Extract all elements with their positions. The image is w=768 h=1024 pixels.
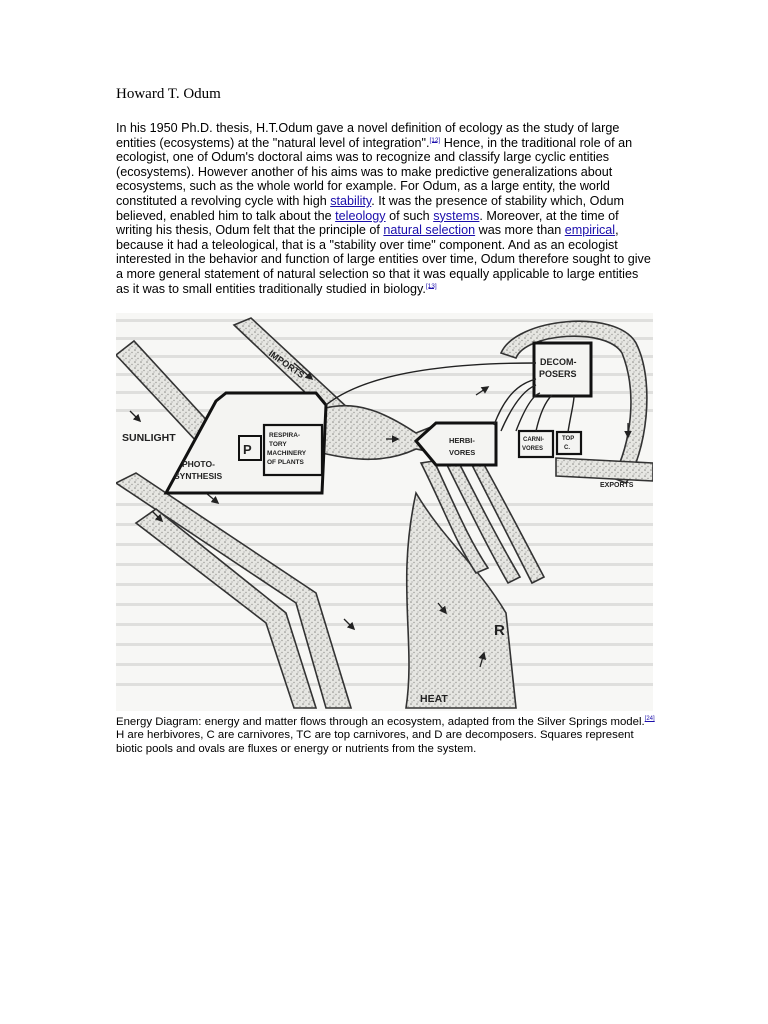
paragraph-text: . Moreover, at the time of writing his thesis, Odum felt that the principle of bbox=[116, 208, 619, 238]
reference-24[interactable] bbox=[645, 716, 655, 722]
exports-channel bbox=[556, 458, 653, 481]
carnivores-box bbox=[519, 431, 553, 457]
imports-label: IMPORTS bbox=[266, 348, 307, 381]
stability-link[interactable]: stability bbox=[330, 193, 372, 208]
respiration-r-label: R bbox=[494, 622, 505, 639]
energy-diagram-figure bbox=[116, 313, 653, 711]
paragraph-text: Hence, in the traditional role of an ecologist, one of Odum's doctoral aims was to recognize and classify large cyclic entities (ecosystems). However another of his aims was to make predictive generalizations about ecosystems, such as the whole world for example. For Odum, as a large entity, the world constituted a revolving cycle with high bbox=[116, 135, 633, 208]
respiratory-label-2: TORY bbox=[269, 441, 287, 448]
caption-text: Energy Diagram: energy and matter flows through an ecosystem, adapted from the Silver Springs model. bbox=[116, 716, 645, 728]
top-carnivores-label-1: TOP bbox=[562, 436, 575, 442]
top-carnivores-label-2: C. bbox=[564, 445, 570, 451]
decomposers-label-2: POSERS bbox=[539, 369, 577, 379]
decomposers-label-1: DECOM- bbox=[540, 357, 577, 367]
paragraph-text: was more than bbox=[475, 223, 565, 238]
natural-selection-link[interactable]: natural selection bbox=[383, 223, 476, 238]
herbivores-label-1: HERBI- bbox=[449, 436, 475, 445]
carnivores-label-2: VORES bbox=[522, 446, 544, 452]
carnivores-label-1: CARNI- bbox=[523, 437, 544, 443]
producer-p-label: P bbox=[243, 442, 252, 457]
paragraph-text: In his 1950 Ph.D. thesis, H.T.Odum gave a novel definition of ecology as the study of large entities (ecosystems) at the "natural level of integration". bbox=[116, 121, 620, 150]
respiratory-label-1: RESPIRA- bbox=[269, 432, 301, 439]
paragraph-text: of such bbox=[385, 208, 434, 223]
heat-label: HEAT bbox=[420, 693, 448, 705]
empirical-link[interactable]: empirical bbox=[564, 223, 616, 238]
main-channel bbox=[322, 406, 436, 460]
systems-link[interactable]: systems bbox=[433, 208, 480, 223]
paragraph-text: , because it had a teleological, that is a "stability over time" component. And as an ecologist interested in the behavior and function of large entities over time, Odum therefore sought to give a more general statement of natural selection so that it was equally applicable to large entities as it was to small entities traditionally studied in biology. bbox=[116, 223, 651, 296]
photosynthesis-label-1: PHOTO- bbox=[182, 459, 215, 469]
photosynthesis-label-2: SYNTHESIS bbox=[174, 471, 223, 481]
body-paragraph bbox=[116, 121, 652, 296]
reference-12[interactable] bbox=[429, 136, 440, 143]
caption-text: H are herbivores, C are carnivores, TC are top carnivores, and D are decomposers. Squares represent biotic pools and ovals are fluxes or energy or nutrients from the system. bbox=[116, 729, 634, 755]
paragraph-text: . It was the presence of stability which, Odum believed, enabled him to talk about the bbox=[116, 193, 624, 223]
energy-diagram bbox=[116, 313, 653, 711]
page-title: Howard T. Odum bbox=[116, 86, 221, 102]
reference-24-link[interactable]: [24] bbox=[644, 716, 655, 723]
respiratory-label-4: OF PLANTS bbox=[267, 459, 304, 466]
teleology-link[interactable]: teleology bbox=[335, 208, 386, 223]
exports-label: EXPORTS bbox=[600, 482, 634, 489]
figure-caption bbox=[116, 716, 656, 756]
reference-12-link[interactable]: [12] bbox=[429, 136, 441, 144]
respiratory-label-3: MACHINERY bbox=[267, 450, 307, 457]
sunlight-label: SUNLIGHT bbox=[122, 432, 176, 444]
reference-13-link[interactable]: [13] bbox=[425, 282, 437, 290]
herbivores-label-2: VORES bbox=[449, 448, 476, 457]
flow-arrows bbox=[130, 363, 628, 667]
reference-13[interactable] bbox=[426, 282, 437, 289]
